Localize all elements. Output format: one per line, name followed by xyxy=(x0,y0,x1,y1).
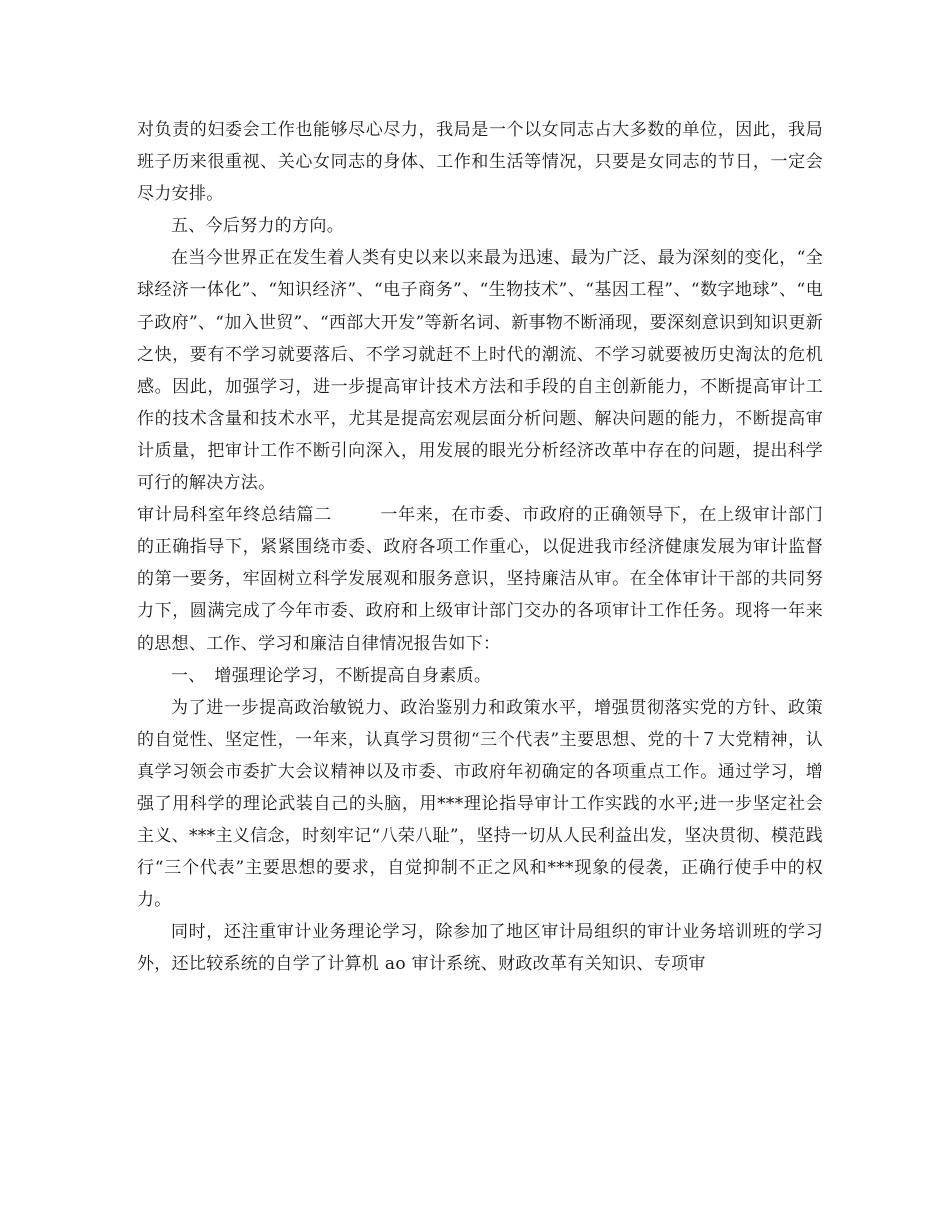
section-heading-future-direction: 五、今后努力的方向。 xyxy=(171,216,344,237)
part-two-heading: 审计局科室年终总结篇二 xyxy=(137,505,332,526)
document-body xyxy=(137,114,823,981)
section-heading-theory-study: 一、 增强理论学习，不断提高自身素质。 xyxy=(171,665,492,686)
paragraph-women-committee: 对负责的妇委会工作也能够尽心尽力，我局是一个以女同志占大多数的单位，因此，我局班子历来很重视、关心女同志的身体、工作和生活等情况，只要是女同志的节日，一定会尽力安排。 xyxy=(137,120,823,205)
paragraph-part-two xyxy=(137,499,823,659)
paragraph-theory-study: 为了进一步提高政治敏锐力、政治鉴别力和政策水平，增强贯彻落实党的方针、政策的自觉性、坚定性，一年来，认真学习贯彻“三个代表”主要思想、党的十７大党精神，认真学习领会市委扩大会议精神以及市委、市政府年初确定的各项重点工作。通过学习，增强了用科学的理论武装自己的头脑，用***理论指导审计工作实践的水平;进一步坚定社会主义、***主义信念，时刻牢记“八荣八耻”，坚持一切从人民利益出发，坚决贯彻、模范践行“三个代表”主要思想的要求，自觉抑制不正之风和***现象的侵袭，正确行使手中的权力。 xyxy=(137,697,823,911)
paragraph-audit-business-study: 同时，还注重审计业务理论学习，除参加了地区审计局组织的审计业务培训班的学习外，还比较系统的自学了计算机 ao 审计系统、财政改革有关知识、专项审 xyxy=(137,922,823,975)
part-two-intro: 一年来，在市委、市政府的正确领导下，在上级审计部门的正确指导下，紧紧围绕市委、政府各项工作重心，以促进我市经济健康发展为审计监督的第一要务，牢固树立科学发展观和服务意识，坚持廉洁从审。在全体审计干部的共同努力下，圆满完成了今年市委、政府和上级审计部门交办的各项审计工作任务。现将一年来的思想、工作、学习和廉洁自律情况报告如下： xyxy=(137,505,823,654)
paragraph-future-direction: 在当今世界正在发生着人类有史以来以来最为迅速、最为广泛、最为深刻的变化，“全球经济一体化”、“知识经济”、“电子商务”、“生物技术”、“基因工程”、“数字地球”、“电子政府”、“加入世贸”、“西部大开发”等新名词、新事物不断涌现，要深刻意识到知识更新之快，要有不学习就要落后、不学习就赶不上时代的潮流、不学习就要被历史淘汰的危机感。因此，加强学习，进一步提高审计技术方法和手段的自主创新能力，不断提高审计工作的技术含量和技术水平，尤其是提高宏观层面分析问题、解决问题的能力，不断提高审计质量，把审计工作不断引向深入，用发展的眼光分析经济改革中存在的问题，提出科学可行的解决方法。 xyxy=(137,248,823,494)
